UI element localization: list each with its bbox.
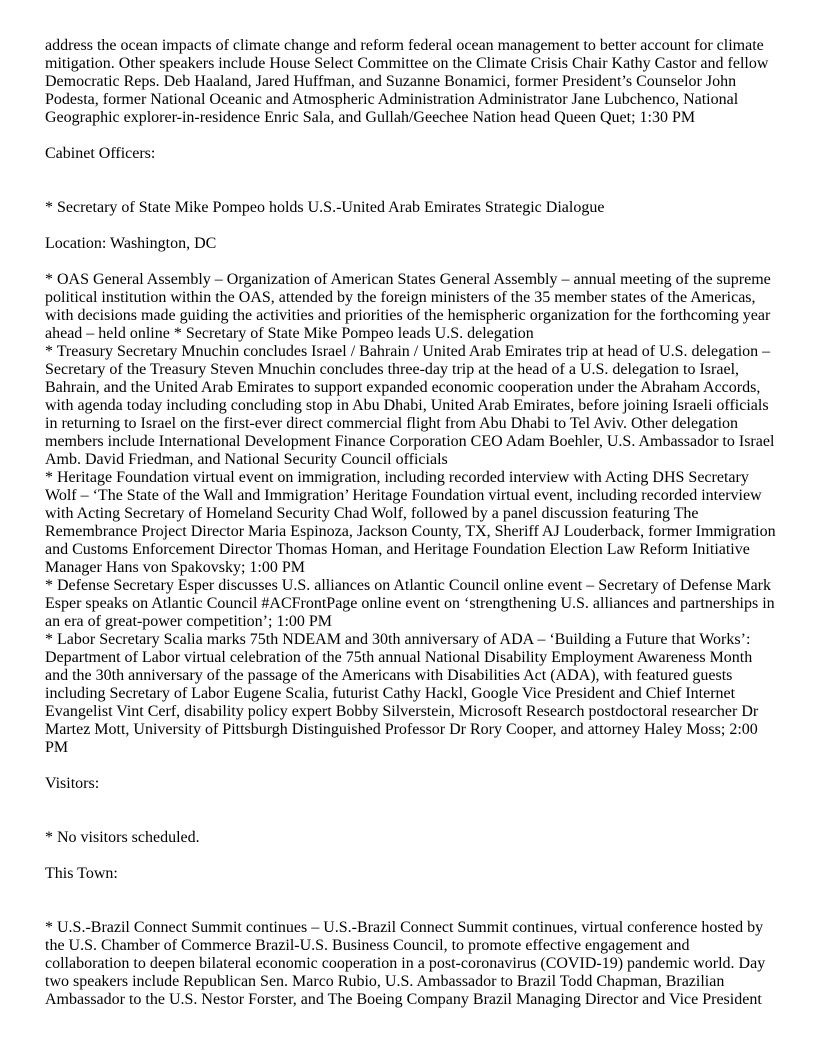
list-item: * Defense Secretary Esper discusses U.S. alliances on Atlantic Council online event – Secretary of Defense Mark Esper speaks on Atlantic Council #ACFrontPage online event on ‘strengthening U.S. alliances and partnerships in an era of great-power competition’; 1:00 PM: [45, 577, 775, 630]
this-town-heading: This Town:: [45, 865, 118, 882]
list-item: * Heritage Foundation virtual event on immigration, including recorded interview with Acting DHS Secretary Wolf – ‘The State of the Wall and Immigration’ Heritage Foundation virtual event, including recorded interview with Acting Secretary of Homeland Security Chad Wolf, followed by a panel discussion featuring The Remembrance Project Director Maria Espinoza, Jackson County, TX, Sheriff AJ Louderback, former Immigration and Customs Enforcement Director Thomas Homan, and Heritage Foundation Election Law Reform Initiative Manager Hans von Spakovsky; 1:00 PM: [45, 469, 776, 576]
visitors-item: * No visitors scheduled.: [45, 829, 200, 846]
this-town-item: * U.S.-Brazil Connect Summit continues – U.S.-Brazil Connect Summit continues, virtual conference hosted by the U.S. Chamber of Commerce Brazil-U.S. Business Council, to promote effective engagement and collaboration to deepen bilateral economic cooperation in a post-coronavirus (COVID-19) pandemic world. Day two speakers include Republican Sen. Marco Rubio, U.S. Ambassador to Brazil Todd Chapman, Brazilian Ambassador to the U.S. Nestor Forster, and The Boeing Company Brazil Managing Director and Vice President: [45, 919, 766, 1008]
cabinet-first-item: * Secretary of State Mike Pompeo holds U.S.-United Arab Emirates Strategic Dialogue: [45, 199, 605, 216]
cabinet-heading: Cabinet Officers:: [45, 145, 156, 162]
list-item: * Labor Secretary Scalia marks 75th NDEAM and 30th anniversary of ADA – ‘Building a Future that Works’: Department of Labor virtual celebration of the 75th annual National Disability Employment Awareness Month and the 30th anniversary of the passage of the Americans with Disabilities Act (ADA), with featured guests including Secretary of Labor Eugene Scalia, futurist Cathy Hackl, Google Vice President and Chief Internet Evangelist Vint Cerf, disability policy expert Bobby Silverstein, Microsoft Research postdoctoral researcher Dr Martez Mott, University of Pittsburgh Distinguished Professor Dr Rory Cooper, and attorney Haley Moss; 2:00 PM: [45, 631, 759, 756]
document-page: [45, 37, 776, 1009]
cabinet-items-list: [45, 271, 776, 757]
visitors-heading: Visitors:: [45, 775, 100, 792]
list-item: * OAS General Assembly – Organization of American States General Assembly – annual meeting of the supreme political institution within the OAS, attended by the foreign ministers of the 35 member states of the Americas, with decisions made guiding the activities and priorities of the hemispheric organization for the forthcoming year ahead – held online * Secretary of State Mike Pompeo leads U.S. delegation: [45, 271, 771, 342]
list-item: * Treasury Secretary Mnuchin concludes Israel / Bahrain / United Arab Emirates trip at head of U.S. delegation – Secretary of the Treasury Steven Mnuchin concludes three-day trip at the head of a U.S. delegation to Israel, Bahrain, and the United Arab Emirates to support expanded economic cooperation under the Abraham Accords, with agenda today including concluding stop in Abu Dhabi, United Arab Emirates, before joining Israeli officials in returning to Israel on the first-ever direct commercial flight from Abu Dhabi to Tel Aviv. Other delegation members include International Development Finance Corporation CEO Adam Boehler, U.S. Ambassador to Israel Amb. David Friedman, and National Security Council officials: [45, 343, 775, 468]
cabinet-location: Location: Washington, DC: [45, 235, 217, 252]
intro-paragraph: address the ocean impacts of climate change and reform federal ocean management to better account for climate mitigation. Other speakers include House Select Committee on the Climate Crisis Chair Kathy Castor and fellow Democratic Reps. Deb Haaland, Jared Huffman, and Suzanne Bonamici, former President’s Counselor John Podesta, former National Oceanic and Atmospheric Administration Administrator Jane Lubchenco, National Geographic explorer-in-residence Enric Sala, and Gullah/Geechee Nation head Queen Quet; 1:30 PM: [45, 37, 769, 126]
